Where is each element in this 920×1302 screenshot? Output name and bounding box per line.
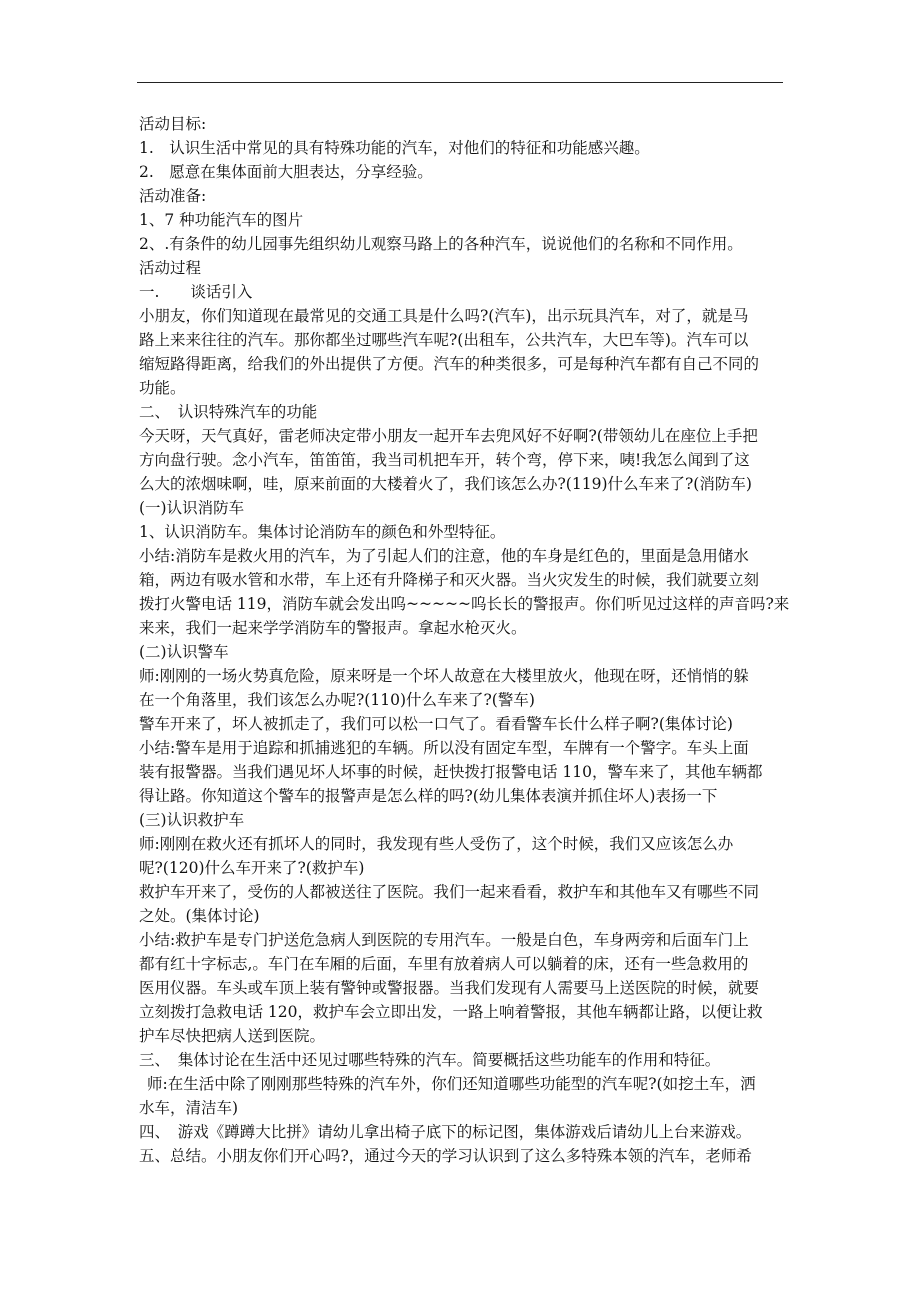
- text-line: 活动准备:: [139, 187, 207, 205]
- text-line: 方向盘行驶。念小汽车，笛笛笛，我当司机把车开，转个弯，停下来，咦!我怎么闻到了这: [139, 451, 750, 469]
- text-line: 路上来来往往的汽车。那你都坐过哪些汽车呢?(出租车，公共汽车，大巴车等)。汽车可以: [139, 331, 749, 349]
- text-line: 护车尽快把病人送到医院。: [139, 1027, 326, 1045]
- text-line: (一)认识消防车: [139, 499, 245, 517]
- text-line: 缩短路得距离，给我们的外出提供了方便。汽车的种类很多，可是每种汽车都有自己不同的: [139, 355, 760, 373]
- text-line: 么大的浓烟味啊，哇，原来前面的大楼着火了，我们该怎么办?(119)什么车来了?(消防车): [139, 475, 752, 493]
- text-line: (三)认识救护车: [139, 811, 245, 829]
- header-rule: [137, 82, 783, 83]
- text-line: 小结:救护车是专门护送危急病人到医院的专用汽车。一般是白色，车身两旁和后面车门上: [139, 931, 749, 949]
- text-line: 装有报警器。当我们遇见坏人坏事的时候，赶快拨打报警电话 110，警车来了，其他车辆都: [139, 763, 763, 781]
- text-line: 箱，两边有吸水管和水带，车上还有升降梯子和灭火器。当火灾发生的时候，我们就要立刻: [139, 571, 760, 589]
- text-line: (二)认识警车: [139, 643, 229, 661]
- text-line: 五、总结。小朋友你们开心吗?，通过今天的学习认识到了这么多特殊本领的汽车，老师希: [139, 1147, 752, 1165]
- document-body: [139, 112, 789, 1168]
- text-line: 拨打火警电话 119，消防车就会发出呜~~~~~呜长长的警报声。你们听见过这样的声音吗?来: [139, 595, 789, 613]
- text-line: 医用仪器。车头或车顶上装有警钟或警报器。当我们发现有人需要马上送医院的时候，就要: [139, 979, 760, 997]
- text-line: 小结:消防车是救火用的汽车，为了引起人们的注意，他的车身是红色的，里面是急用储水: [139, 547, 749, 565]
- text-line: 活动过程: [139, 259, 202, 277]
- text-line: 警车开来了，坏人被抓走了，我们可以松一口气了。看看警车长什么样子啊?(集体讨论): [139, 715, 733, 733]
- text-line: 得让路。你知道这个警车的报警声是怎么样的吗?(幼儿集体表演并抓住坏人)表扬一下: [139, 787, 718, 805]
- text-line: 一. 谈话引入: [139, 283, 253, 301]
- text-line: 1、7 种功能汽车的图片: [139, 211, 304, 229]
- text-line: 立刻拨打急救电话 120，救护车会立即出发，一路上响着警报，其他车辆都让路，以便让救: [139, 1003, 763, 1021]
- text-line: 师:在生活中除了刚刚那些特殊的汽车外，你们还知道哪些功能型的汽车呢?(如挖土车，洒: [147, 1075, 756, 1093]
- text-line: 在一个角落里，我们该怎么办呢?(110)什么车来了?(警车): [139, 691, 535, 709]
- text-line: 呢?(120)什么车开来了?(救护车): [139, 859, 365, 877]
- text-line: 师:刚刚的一场火势真危险，原来呀是一个坏人故意在大楼里放火，他现在呀，还悄悄的躲: [139, 667, 749, 685]
- text-line: 今天呀，天气真好，雷老师决定带小朋友一起开车去兜风好不好啊?(带领幼儿在座位上手把: [139, 427, 758, 445]
- text-line: 救护车开来了，受伤的人都被送往了医院。我们一起来看看，救护车和其他车又有哪些不同: [139, 883, 760, 901]
- text-line: 水车，清洁车): [139, 1099, 239, 1117]
- text-line: 功能。: [139, 379, 186, 397]
- text-line: 2、.有条件的幼儿园事先组织幼儿观察马路上的各种汽车，说说他们的名称和不同作用。: [139, 235, 743, 253]
- text-line: 活动目标:: [139, 115, 207, 133]
- text-line: 来来，我们一起来学学消防车的警报声。拿起水枪灭火。: [139, 619, 527, 637]
- text-line: 1、认识消防车。集体讨论消防车的颜色和外型特征。: [139, 523, 506, 541]
- text-line: 1. 认识生活中常见的具有特殊功能的汽车，对他们的特征和功能感兴趣。: [139, 139, 650, 157]
- text-line: 三、 集体讨论在生活中还见过哪些特殊的汽车。简要概括这些功能车的作用和特征。: [139, 1051, 721, 1069]
- text-line: 2. 愿意在集体面前大胆表达，分享经验。: [139, 163, 433, 181]
- text-line: 都有红十字标志,。车门在车厢的后面，车里有放着病人可以躺着的床，还有一些急救用的: [139, 955, 749, 973]
- text-line: 小结:警车是用于追踪和抓捕逃犯的车辆。所以没有固定车型，车牌有一个警字。车头上面: [139, 739, 749, 757]
- text-line: 四、 游戏《蹲蹲大比拼》请幼儿拿出椅子底下的标记图，集体游戏后请幼儿上台来游戏。: [139, 1123, 752, 1141]
- text-line: 二、 认识特殊汽车的功能: [139, 403, 318, 421]
- text-line: 之处。(集体讨论): [139, 907, 260, 925]
- text-line: 师:刚刚在救火还有抓坏人的同时，我发现有些人受伤了，这个时候，我们又应该怎么办: [139, 835, 734, 853]
- text-line: 小朋友，你们知道现在最常见的交通工具是什么吗?(汽车)，出示玩具汽车，对了，就是马: [139, 307, 749, 325]
